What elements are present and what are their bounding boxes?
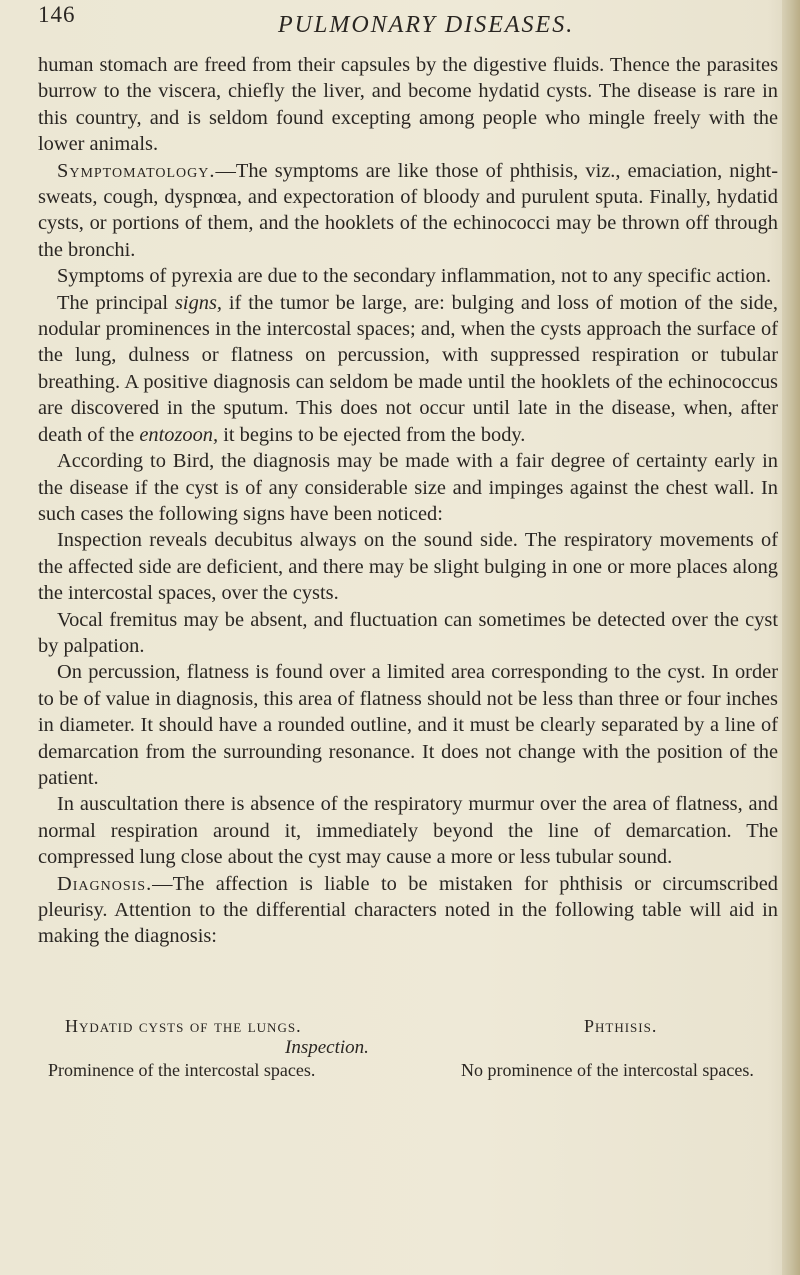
paragraph: Symptoms of pyrexia are due to the secondary inflammation, not to any specific action. [57,265,772,288]
table-heading-hydatid: Hydatid cysts of the lungs. [65,1016,302,1036]
paragraph: Vocal fremitus may be absent, and fluctuation can sometimes be detected over the cyst by palpation. [38,608,778,657]
table-cell-left: Prominence of the intercostal spaces. [48,1060,316,1080]
paragraph: In auscultation there is absence of the respiratory murmur over the area of flatness, and normal respiration around it, immediately beyond the line of demarcation. The compressed lung close about the cyst may cause a more or less tubular sound. [38,793,778,869]
italic-term: entozoon, [139,423,219,446]
paragraph-signs [38,290,778,448]
paragraph-text: The principal [57,291,175,314]
page-number: 146 [38,2,76,27]
paragraph-text: —The affection is liable to be mistaken for phthisis or circumscribed pleurisy. Attention to the differential characters noted in the following table will aid in making the diagnosis: [38,872,778,948]
running-title: PULMONARY DISEASES. [278,12,575,38]
page-header [38,0,778,40]
paragraph-text: it begins to be ejected from the body. [218,423,526,446]
paragraph: human stomach are freed from their capsules by the digestive fluids. Thence the parasites burrow to the viscera, chiefly the liver, and become hydatid cysts. The disease is rare in this country, and is seldom found excepting among people who mingle freely with the lower animals. [38,54,778,156]
body-text [38,52,778,950]
table-heading-phthisis: Phthisis. [584,1016,658,1036]
table-cell-right: No prominence of the intercostal spaces. [461,1060,754,1080]
italic-term: signs, [174,291,222,314]
paragraph-text: if the tumor be large, are: bulging and loss of motion of the side, nodular prominences in the intercostal spaces; and, when the cysts approach the surface of the lung, dulness or flatness on percussion, with suppressed respiration or tubular breathing. A positive diagnosis can seldom be made until the hooklets of the echinococcus are discovered in the sputum. This does not occur until late in the disease, when, after death of the [38,291,778,446]
page-edge [782,0,800,1275]
paragraph: According to Bird, the diagnosis may be made with a fair degree of certainty early in the disease if the cyst is of any considerable size and impinges against the chest wall. In such cases the following signs have been noticed: [38,450,778,525]
paragraph-symptomatology [38,158,778,264]
paragraph: On percussion, flatness is found over a limited area corresponding to the cyst. In order to be of value in diagnosis, this area of flatness should not be less than three or four inches in diameter. It should have a rounded outline, and it must be clearly separated by a line of demarcation from the surrounding resonance. It does not change with the position of the patient. [38,661,778,789]
table-section-inspection: Inspection. [285,1037,369,1058]
section-lead: Symptomatology. [57,159,216,182]
paragraph-text: —The symptoms are like those of phthisis, viz., emaciation, night-sweats, cough, dyspnœa, and expectoration of bloody and purulent sputa. Finally, hydatid cysts, or portions of them, and the hooklets of the echinococci may be thrown off through the bronchi. [38,159,778,261]
section-lead: Diagnosis. [57,872,153,895]
paragraph: Inspection reveals decubitus always on the sound side. The respiratory movements of the affected side are deficient, and there may be slight bulging in one or more places along the intercostal spaces, over the cysts. [38,529,778,605]
paragraph-diagnosis [38,871,778,950]
